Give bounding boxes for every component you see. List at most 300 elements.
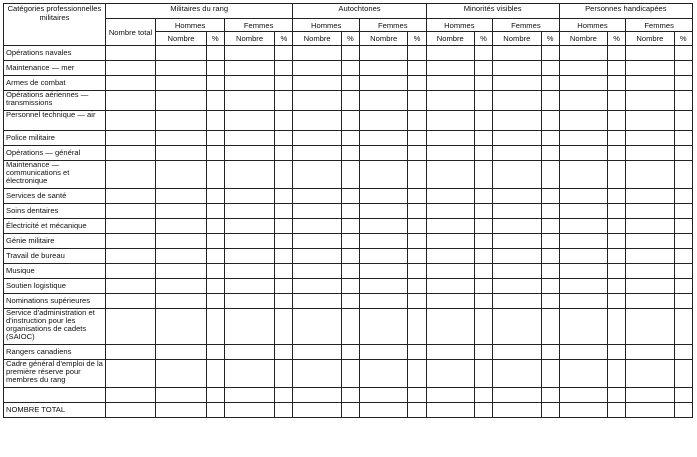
entry-cell[interactable]: [359, 91, 407, 111]
entry-cell[interactable]: [105, 309, 155, 345]
entry-cell[interactable]: [206, 91, 224, 111]
entry-cell[interactable]: [626, 264, 674, 279]
entry-cell[interactable]: [105, 146, 155, 161]
entry-cell[interactable]: [359, 279, 407, 294]
entry-cell[interactable]: [156, 264, 206, 279]
entry-cell[interactable]: [275, 345, 293, 360]
entry-cell[interactable]: [426, 131, 474, 146]
entry-cell[interactable]: [426, 189, 474, 204]
entry-cell[interactable]: [224, 294, 274, 309]
entry-cell[interactable]: [474, 388, 492, 403]
entry-cell[interactable]: [206, 309, 224, 345]
entry-cell[interactable]: [293, 111, 341, 131]
entry-cell[interactable]: [493, 309, 541, 345]
entry-cell[interactable]: [493, 204, 541, 219]
entry-cell[interactable]: [626, 146, 674, 161]
entry-cell[interactable]: [559, 234, 607, 249]
entry-cell[interactable]: [426, 279, 474, 294]
entry-cell[interactable]: [674, 146, 692, 161]
entry-cell[interactable]: [293, 46, 341, 61]
entry-cell[interactable]: [341, 264, 359, 279]
entry-cell[interactable]: [293, 91, 341, 111]
entry-cell[interactable]: [608, 131, 626, 146]
entry-cell[interactable]: [408, 146, 426, 161]
entry-cell[interactable]: [541, 46, 559, 61]
entry-cell[interactable]: [559, 309, 607, 345]
entry-cell[interactable]: [541, 294, 559, 309]
entry-cell[interactable]: [341, 204, 359, 219]
entry-cell[interactable]: [408, 46, 426, 61]
entry-cell[interactable]: [426, 161, 474, 189]
entry-cell[interactable]: [674, 403, 692, 418]
entry-cell[interactable]: [275, 294, 293, 309]
entry-cell[interactable]: [359, 204, 407, 219]
entry-cell[interactable]: [206, 388, 224, 403]
entry-cell[interactable]: [541, 264, 559, 279]
entry-cell[interactable]: [608, 388, 626, 403]
entry-cell[interactable]: [559, 345, 607, 360]
entry-cell[interactable]: [541, 219, 559, 234]
entry-cell[interactable]: [559, 388, 607, 403]
entry-cell[interactable]: [626, 161, 674, 189]
entry-cell[interactable]: [426, 219, 474, 234]
entry-cell[interactable]: [408, 234, 426, 249]
entry-cell[interactable]: [426, 309, 474, 345]
entry-cell[interactable]: [674, 309, 692, 345]
entry-cell[interactable]: [674, 91, 692, 111]
entry-cell[interactable]: [341, 161, 359, 189]
entry-cell[interactable]: [224, 234, 274, 249]
entry-cell[interactable]: [493, 294, 541, 309]
entry-cell[interactable]: [275, 131, 293, 146]
entry-cell[interactable]: [541, 345, 559, 360]
entry-cell[interactable]: [275, 360, 293, 388]
entry-cell[interactable]: [359, 76, 407, 91]
entry-cell[interactable]: [359, 219, 407, 234]
entry-cell[interactable]: [426, 61, 474, 76]
entry-cell[interactable]: [359, 234, 407, 249]
entry-cell[interactable]: [341, 388, 359, 403]
entry-cell[interactable]: [474, 131, 492, 146]
entry-cell[interactable]: [493, 76, 541, 91]
entry-cell[interactable]: [608, 264, 626, 279]
entry-cell[interactable]: [206, 76, 224, 91]
entry-cell[interactable]: [275, 146, 293, 161]
entry-cell[interactable]: [426, 360, 474, 388]
entry-cell[interactable]: [674, 219, 692, 234]
entry-cell[interactable]: [224, 161, 274, 189]
entry-cell[interactable]: [224, 249, 274, 264]
entry-cell[interactable]: [156, 131, 206, 146]
entry-cell[interactable]: [626, 388, 674, 403]
entry-cell[interactable]: [474, 279, 492, 294]
entry-cell[interactable]: [341, 91, 359, 111]
entry-cell[interactable]: [474, 189, 492, 204]
entry-cell[interactable]: [426, 91, 474, 111]
entry-cell[interactable]: [626, 46, 674, 61]
entry-cell[interactable]: [224, 204, 274, 219]
entry-cell[interactable]: [206, 161, 224, 189]
entry-cell[interactable]: [474, 264, 492, 279]
entry-cell[interactable]: [626, 249, 674, 264]
entry-cell[interactable]: [559, 294, 607, 309]
entry-cell[interactable]: [474, 76, 492, 91]
entry-cell[interactable]: [408, 294, 426, 309]
entry-cell[interactable]: [474, 219, 492, 234]
entry-cell[interactable]: [626, 111, 674, 131]
entry-cell[interactable]: [341, 345, 359, 360]
entry-cell[interactable]: [626, 61, 674, 76]
entry-cell[interactable]: [293, 264, 341, 279]
entry-cell[interactable]: [105, 403, 155, 418]
entry-cell[interactable]: [224, 146, 274, 161]
entry-cell[interactable]: [224, 76, 274, 91]
entry-cell[interactable]: [206, 234, 224, 249]
entry-cell[interactable]: [293, 161, 341, 189]
entry-cell[interactable]: [559, 91, 607, 111]
entry-cell[interactable]: [275, 388, 293, 403]
entry-cell[interactable]: [541, 388, 559, 403]
entry-cell[interactable]: [493, 264, 541, 279]
entry-cell[interactable]: [474, 146, 492, 161]
entry-cell[interactable]: [426, 388, 474, 403]
entry-cell[interactable]: [559, 61, 607, 76]
entry-cell[interactable]: [608, 146, 626, 161]
entry-cell[interactable]: [493, 219, 541, 234]
entry-cell[interactable]: [626, 131, 674, 146]
entry-cell[interactable]: [156, 46, 206, 61]
entry-cell[interactable]: [559, 111, 607, 131]
entry-cell[interactable]: [674, 264, 692, 279]
entry-cell[interactable]: [626, 360, 674, 388]
entry-cell[interactable]: [105, 249, 155, 264]
entry-cell[interactable]: [426, 294, 474, 309]
entry-cell[interactable]: [293, 345, 341, 360]
entry-cell[interactable]: [293, 360, 341, 388]
entry-cell[interactable]: [156, 309, 206, 345]
entry-cell[interactable]: [674, 345, 692, 360]
entry-cell[interactable]: [293, 279, 341, 294]
entry-cell[interactable]: [474, 46, 492, 61]
entry-cell[interactable]: [608, 76, 626, 91]
entry-cell[interactable]: [156, 234, 206, 249]
entry-cell[interactable]: [275, 61, 293, 76]
entry-cell[interactable]: [206, 111, 224, 131]
entry-cell[interactable]: [293, 204, 341, 219]
entry-cell[interactable]: [493, 146, 541, 161]
entry-cell[interactable]: [341, 46, 359, 61]
entry-cell[interactable]: [493, 234, 541, 249]
entry-cell[interactable]: [493, 111, 541, 131]
entry-cell[interactable]: [626, 91, 674, 111]
entry-cell[interactable]: [426, 264, 474, 279]
entry-cell[interactable]: [105, 204, 155, 219]
entry-cell[interactable]: [341, 249, 359, 264]
entry-cell[interactable]: [674, 131, 692, 146]
entry-cell[interactable]: [105, 279, 155, 294]
entry-cell[interactable]: [674, 46, 692, 61]
entry-cell[interactable]: [474, 91, 492, 111]
entry-cell[interactable]: [275, 234, 293, 249]
entry-cell[interactable]: [206, 131, 224, 146]
entry-cell[interactable]: [156, 111, 206, 131]
entry-cell[interactable]: [474, 360, 492, 388]
entry-cell[interactable]: [474, 161, 492, 189]
entry-cell[interactable]: [426, 46, 474, 61]
entry-cell[interactable]: [156, 403, 206, 418]
entry-cell[interactable]: [559, 146, 607, 161]
entry-cell[interactable]: [674, 249, 692, 264]
entry-cell[interactable]: [275, 161, 293, 189]
entry-cell[interactable]: [105, 161, 155, 189]
entry-cell[interactable]: [559, 204, 607, 219]
entry-cell[interactable]: [156, 204, 206, 219]
entry-cell[interactable]: [293, 76, 341, 91]
entry-cell[interactable]: [608, 61, 626, 76]
entry-cell[interactable]: [156, 91, 206, 111]
entry-cell[interactable]: [559, 161, 607, 189]
entry-cell[interactable]: [541, 189, 559, 204]
entry-cell[interactable]: [674, 111, 692, 131]
entry-cell[interactable]: [359, 111, 407, 131]
entry-cell[interactable]: [341, 294, 359, 309]
entry-cell[interactable]: [359, 388, 407, 403]
entry-cell[interactable]: [408, 131, 426, 146]
entry-cell[interactable]: [275, 111, 293, 131]
entry-cell[interactable]: [408, 111, 426, 131]
entry-cell[interactable]: [105, 111, 155, 131]
entry-cell[interactable]: [206, 219, 224, 234]
entry-cell[interactable]: [341, 279, 359, 294]
entry-cell[interactable]: [426, 249, 474, 264]
entry-cell[interactable]: [541, 403, 559, 418]
entry-cell[interactable]: [105, 131, 155, 146]
entry-cell[interactable]: [493, 61, 541, 76]
entry-cell[interactable]: [408, 61, 426, 76]
entry-cell[interactable]: [275, 46, 293, 61]
entry-cell[interactable]: [359, 161, 407, 189]
entry-cell[interactable]: [674, 234, 692, 249]
entry-cell[interactable]: [105, 46, 155, 61]
entry-cell[interactable]: [408, 403, 426, 418]
entry-cell[interactable]: [408, 76, 426, 91]
entry-cell[interactable]: [275, 204, 293, 219]
entry-cell[interactable]: [206, 46, 224, 61]
entry-cell[interactable]: [474, 309, 492, 345]
entry-cell[interactable]: [293, 219, 341, 234]
entry-cell[interactable]: [493, 279, 541, 294]
entry-cell[interactable]: [224, 46, 274, 61]
entry-cell[interactable]: [626, 189, 674, 204]
entry-cell[interactable]: [275, 309, 293, 345]
entry-cell[interactable]: [105, 360, 155, 388]
entry-cell[interactable]: [408, 279, 426, 294]
entry-cell[interactable]: [408, 204, 426, 219]
entry-cell[interactable]: [608, 249, 626, 264]
entry-cell[interactable]: [608, 294, 626, 309]
entry-cell[interactable]: [493, 161, 541, 189]
entry-cell[interactable]: [674, 204, 692, 219]
entry-cell[interactable]: [275, 76, 293, 91]
entry-cell[interactable]: [341, 131, 359, 146]
entry-cell[interactable]: [224, 264, 274, 279]
entry-cell[interactable]: [156, 146, 206, 161]
entry-cell[interactable]: [341, 403, 359, 418]
entry-cell[interactable]: [493, 46, 541, 61]
entry-cell[interactable]: [674, 76, 692, 91]
entry-cell[interactable]: [359, 294, 407, 309]
entry-cell[interactable]: [275, 219, 293, 234]
entry-cell[interactable]: [541, 279, 559, 294]
entry-cell[interactable]: [474, 204, 492, 219]
entry-cell[interactable]: [408, 249, 426, 264]
entry-cell[interactable]: [426, 204, 474, 219]
entry-cell[interactable]: [224, 388, 274, 403]
entry-cell[interactable]: [359, 46, 407, 61]
entry-cell[interactable]: [275, 91, 293, 111]
entry-cell[interactable]: [275, 403, 293, 418]
entry-cell[interactable]: [674, 161, 692, 189]
entry-cell[interactable]: [105, 294, 155, 309]
entry-cell[interactable]: [474, 345, 492, 360]
entry-cell[interactable]: [541, 204, 559, 219]
entry-cell[interactable]: [559, 279, 607, 294]
entry-cell[interactable]: [293, 294, 341, 309]
entry-cell[interactable]: [674, 189, 692, 204]
entry-cell[interactable]: [493, 249, 541, 264]
entry-cell[interactable]: [206, 146, 224, 161]
entry-cell[interactable]: [206, 294, 224, 309]
entry-cell[interactable]: [474, 111, 492, 131]
entry-cell[interactable]: [105, 91, 155, 111]
entry-cell[interactable]: [206, 403, 224, 418]
entry-cell[interactable]: [156, 360, 206, 388]
entry-cell[interactable]: [224, 279, 274, 294]
entry-cell[interactable]: [541, 309, 559, 345]
entry-cell[interactable]: [206, 189, 224, 204]
entry-cell[interactable]: [608, 360, 626, 388]
entry-cell[interactable]: [359, 61, 407, 76]
entry-cell[interactable]: [105, 219, 155, 234]
entry-cell[interactable]: [224, 219, 274, 234]
entry-cell[interactable]: [674, 294, 692, 309]
entry-cell[interactable]: [493, 345, 541, 360]
entry-cell[interactable]: [359, 146, 407, 161]
entry-cell[interactable]: [541, 249, 559, 264]
entry-cell[interactable]: [341, 234, 359, 249]
entry-cell[interactable]: [408, 345, 426, 360]
entry-cell[interactable]: [224, 131, 274, 146]
entry-cell[interactable]: [341, 61, 359, 76]
entry-cell[interactable]: [493, 403, 541, 418]
entry-cell[interactable]: [359, 345, 407, 360]
entry-cell[interactable]: [105, 61, 155, 76]
entry-cell[interactable]: [559, 219, 607, 234]
entry-cell[interactable]: [541, 131, 559, 146]
entry-cell[interactable]: [359, 309, 407, 345]
entry-cell[interactable]: [206, 345, 224, 360]
entry-cell[interactable]: [608, 234, 626, 249]
entry-cell[interactable]: [559, 189, 607, 204]
entry-cell[interactable]: [626, 279, 674, 294]
entry-cell[interactable]: [559, 46, 607, 61]
entry-cell[interactable]: [608, 91, 626, 111]
entry-cell[interactable]: [626, 294, 674, 309]
entry-cell[interactable]: [359, 264, 407, 279]
entry-cell[interactable]: [206, 204, 224, 219]
entry-cell[interactable]: [206, 61, 224, 76]
entry-cell[interactable]: [275, 279, 293, 294]
entry-cell[interactable]: [224, 189, 274, 204]
entry-cell[interactable]: [105, 76, 155, 91]
entry-cell[interactable]: [206, 264, 224, 279]
entry-cell[interactable]: [426, 234, 474, 249]
entry-cell[interactable]: [224, 345, 274, 360]
entry-cell[interactable]: [359, 249, 407, 264]
entry-cell[interactable]: [156, 249, 206, 264]
entry-cell[interactable]: [156, 189, 206, 204]
entry-cell[interactable]: [608, 219, 626, 234]
entry-cell[interactable]: [156, 388, 206, 403]
entry-cell[interactable]: [408, 264, 426, 279]
entry-cell[interactable]: [293, 388, 341, 403]
entry-cell[interactable]: [674, 61, 692, 76]
entry-cell[interactable]: [408, 360, 426, 388]
entry-cell[interactable]: [293, 309, 341, 345]
entry-cell[interactable]: [359, 131, 407, 146]
entry-cell[interactable]: [224, 61, 274, 76]
entry-cell[interactable]: [293, 146, 341, 161]
entry-cell[interactable]: [626, 345, 674, 360]
entry-cell[interactable]: [224, 91, 274, 111]
entry-cell[interactable]: [426, 111, 474, 131]
entry-cell[interactable]: [341, 309, 359, 345]
entry-cell[interactable]: [541, 234, 559, 249]
entry-cell[interactable]: [105, 388, 155, 403]
entry-cell[interactable]: [493, 91, 541, 111]
entry-cell[interactable]: [474, 249, 492, 264]
entry-cell[interactable]: [493, 388, 541, 403]
entry-cell[interactable]: [156, 219, 206, 234]
entry-cell[interactable]: [608, 111, 626, 131]
entry-cell[interactable]: [608, 309, 626, 345]
entry-cell[interactable]: [105, 264, 155, 279]
entry-cell[interactable]: [408, 189, 426, 204]
entry-cell[interactable]: [156, 294, 206, 309]
entry-cell[interactable]: [559, 131, 607, 146]
entry-cell[interactable]: [493, 360, 541, 388]
entry-cell[interactable]: [224, 360, 274, 388]
entry-cell[interactable]: [608, 204, 626, 219]
entry-cell[interactable]: [674, 279, 692, 294]
entry-cell[interactable]: [408, 91, 426, 111]
entry-cell[interactable]: [341, 360, 359, 388]
entry-cell[interactable]: [359, 403, 407, 418]
entry-cell[interactable]: [156, 76, 206, 91]
entry-cell[interactable]: [408, 219, 426, 234]
entry-cell[interactable]: [559, 76, 607, 91]
entry-cell[interactable]: [224, 309, 274, 345]
entry-cell[interactable]: [341, 219, 359, 234]
entry-cell[interactable]: [156, 279, 206, 294]
entry-cell[interactable]: [224, 111, 274, 131]
entry-cell[interactable]: [474, 61, 492, 76]
entry-cell[interactable]: [426, 146, 474, 161]
entry-cell[interactable]: [224, 403, 274, 418]
entry-cell[interactable]: [341, 111, 359, 131]
entry-cell[interactable]: [426, 76, 474, 91]
entry-cell[interactable]: [608, 46, 626, 61]
